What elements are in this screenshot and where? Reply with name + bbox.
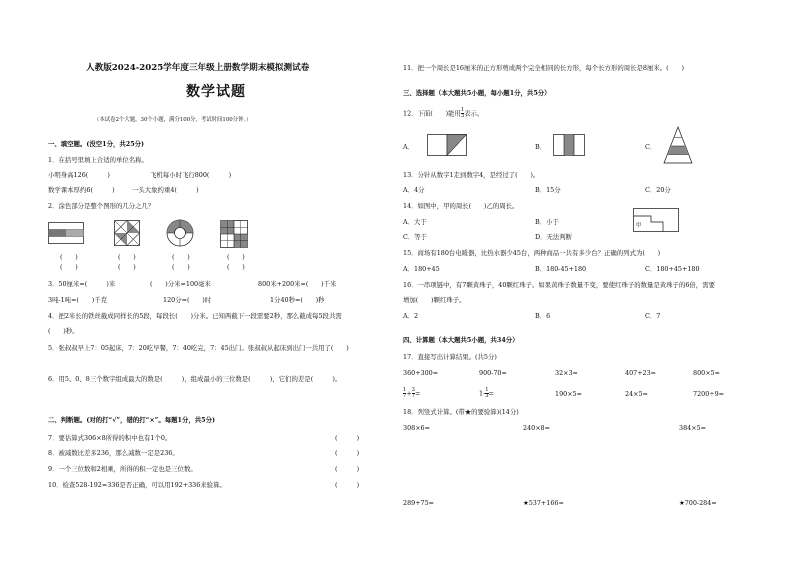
vert-calc-1: 308×6= <box>403 424 430 432</box>
calc-fraction-sum: $\frac{1}{7}$ + $\frac{3}{7}$ = <box>403 387 421 399</box>
judge-paren-9[interactable]: ( ) <box>335 465 360 473</box>
calc-8: 7200÷9= <box>693 390 725 398</box>
q16-text: 16．一串项链中，有7颗黄珠子，40颗红珠子。如果黄珠子数量不变，要使红珠子的数量是黄珠子的6倍，需要 <box>403 281 715 289</box>
section3-heading: 三、选择题（本大题共5小题，每小题1分，共5分） <box>403 89 551 97</box>
calc-5: 800×5= <box>693 369 720 377</box>
vert-calc-2: 240×8= <box>523 424 550 432</box>
q12-option-a[interactable]: A． <box>403 143 415 151</box>
q12-figure-c <box>663 126 693 164</box>
section1-heading: 一、填空题。(没空1分，共25分) <box>48 140 145 148</box>
calc-1: 360+300= <box>403 369 439 377</box>
exam-title: 人教版2024-2025学年度三年级上册数学期末模拟测试卷 <box>86 63 310 73</box>
q2-answer-blank-2[interactable]: ( ) <box>118 253 136 261</box>
judge-item-10: 10．检查528-192=336是否正确，可以用192+336来验算。 <box>48 481 226 489</box>
vert-calc-5: ★537+166= <box>523 499 564 507</box>
q12-fraction: $\frac{1}{3}$ <box>460 107 465 119</box>
q16-option-b[interactable]: B．6 <box>535 312 551 320</box>
q12-figure-a <box>427 134 467 156</box>
judge-item-9: 9．一个三位数和2相乘，所得的积一定也是三位数。 <box>48 465 197 473</box>
section2-heading: 二、判断题。(对的打“√”，错的打“×”。每题1分，共5分) <box>48 416 216 424</box>
q2-answer-blank-3b[interactable]: ( ) <box>172 263 190 271</box>
judge-paren-10[interactable]: ( ) <box>335 481 360 489</box>
q18-text: 18．列竖式计算。(带★的要验算)(14分) <box>403 408 519 416</box>
q12-text <box>403 108 483 119</box>
q2-figure-1 <box>48 222 84 244</box>
q3e-text: 120分=( )时 <box>163 296 212 304</box>
q1d-text: 一头大象约重4( ) <box>132 186 199 194</box>
calc-fraction-diff: 1- $\frac{1}{3}$ = <box>479 387 494 399</box>
q11-text: 11．把一个周长是16厘米的正方形剪成两个完全相同的长方形，每个长方形的周长是8厘米。( ) <box>403 64 684 72</box>
q2-answer-blank-1b[interactable]: ( ) <box>60 263 78 271</box>
judge-item-7: 7．要估算式306×8所得的积中也有1个0。 <box>48 434 172 442</box>
q14-text: 14．如图中，甲的周长( )乙的周长。 <box>403 202 519 210</box>
q14-option-a[interactable]: A．大于 <box>403 218 427 226</box>
q2-figure-3 <box>166 219 194 247</box>
exam-subtitle: 数学试题 <box>186 84 246 100</box>
q13-option-b[interactable]: B．15分 <box>535 186 561 194</box>
section4-heading: 四、计算题（本大题共5小题，共34分） <box>403 336 519 344</box>
q2-text: 2．涂色部分是整个图形的几分之几？ <box>48 202 155 210</box>
q4a-text: 4．把2米长的铁丝截成同样长的5段，每段长( )分米。已知两截下一段需要2秒，那么截成每5段共需 <box>48 312 342 320</box>
q12-option-b[interactable]: B． <box>535 143 547 151</box>
q15-option-b[interactable]: B．180-45+180 <box>535 265 587 273</box>
q2-answer-blank-4b[interactable]: ( ) <box>227 263 245 271</box>
q3c-text: 800米+200米=( )千米 <box>258 280 337 288</box>
q15-text: 15．商场有180台电暖器，比热水器少45台，两种商品一共有多少台？正确的列式为( ) <box>403 249 661 257</box>
q14-option-d[interactable]: D．无法判断 <box>535 233 573 241</box>
calc-6: 190×5= <box>555 390 582 398</box>
q3b-text: ( )分米=100毫米 <box>150 280 211 288</box>
right-column <box>397 0 794 562</box>
judge-paren-8[interactable]: ( ) <box>335 449 360 457</box>
q17-text: 17．直接写出计算结果。(共5分) <box>403 353 497 361</box>
q1-text: 1．在括号里填上合适的单位名称。 <box>48 156 148 164</box>
q13-text: 13．分针从数字1走到数字4，是经过了( )。 <box>403 171 540 179</box>
q16-option-a[interactable]: A．2 <box>403 312 419 320</box>
q13-option-c[interactable]: C．20分 <box>645 186 671 194</box>
q3f-text: 1分40秒=( )秒 <box>270 296 325 304</box>
q14-figure-label: 甲 <box>636 223 642 229</box>
q2-figure-2 <box>114 220 140 246</box>
q3d-text: 3吨-1吨=( )千克 <box>48 296 107 304</box>
calc-3: 32×3= <box>555 369 578 377</box>
q2-answer-blank-3[interactable]: ( ) <box>172 253 190 261</box>
vert-calc-6: ★700-284= <box>679 499 717 507</box>
q15-option-c[interactable]: C．180+45+180 <box>645 265 700 273</box>
q12-post: 表示。 <box>464 109 484 118</box>
judge-item-8: 8．被减数比差多236，那么减数一定是236。 <box>48 449 179 457</box>
q15-option-a[interactable]: A．180+45 <box>403 265 440 273</box>
q1c-text: 数学课本厚约6( ) <box>48 186 115 194</box>
vert-calc-3: 384×5= <box>679 424 706 432</box>
q5-text: 5．张叔叔早上7：05起床，7：20吃早餐，7：40吃完，7：45出门。张叔叔从起床到出门一共用了( ) <box>48 344 349 352</box>
q14-option-c[interactable]: C．等于 <box>403 233 428 241</box>
q1a-text: 小明身高126( ) <box>48 171 110 179</box>
q12-figure-b <box>553 134 585 156</box>
q2-answer-blank-4[interactable]: ( ) <box>227 253 245 261</box>
q14-option-b[interactable]: B．小于 <box>535 218 559 226</box>
q6-text: 6．用5、0、8三个数字组成最大的数是( )，组成最小的三位数是( )，它们的差是( )。 <box>48 375 342 383</box>
q2-answer-blank-2b[interactable]: ( ) <box>118 263 136 271</box>
exam-note: （本试卷2个大题，30个小题，满分100分，考试时间100分钟。） <box>94 117 252 123</box>
judge-paren-7[interactable]: ( ) <box>335 434 360 442</box>
q16-text-cont: 增加( )颗红珠子。 <box>403 296 466 304</box>
vert-calc-4: 289+75= <box>403 499 435 507</box>
q16-option-c[interactable]: C．7 <box>645 312 661 320</box>
q12-pre: 12．下面( )能用 <box>403 109 461 118</box>
calc-7: 24×5= <box>625 390 648 398</box>
calc-2: 900-70= <box>479 369 507 377</box>
q1b-text: 飞机每小时飞行800( ) <box>150 171 232 179</box>
q2-figure-4 <box>220 220 248 248</box>
calc-4: 407+23= <box>625 369 657 377</box>
q3a-text: 3．50厘米=( )米 <box>48 280 116 288</box>
q12-option-c[interactable]: C． <box>645 143 657 151</box>
q2-answer-blank-1[interactable]: ( ) <box>60 253 78 261</box>
q4b-text: ( )秒。 <box>48 327 79 335</box>
q13-option-a[interactable]: A．4分 <box>403 186 425 194</box>
